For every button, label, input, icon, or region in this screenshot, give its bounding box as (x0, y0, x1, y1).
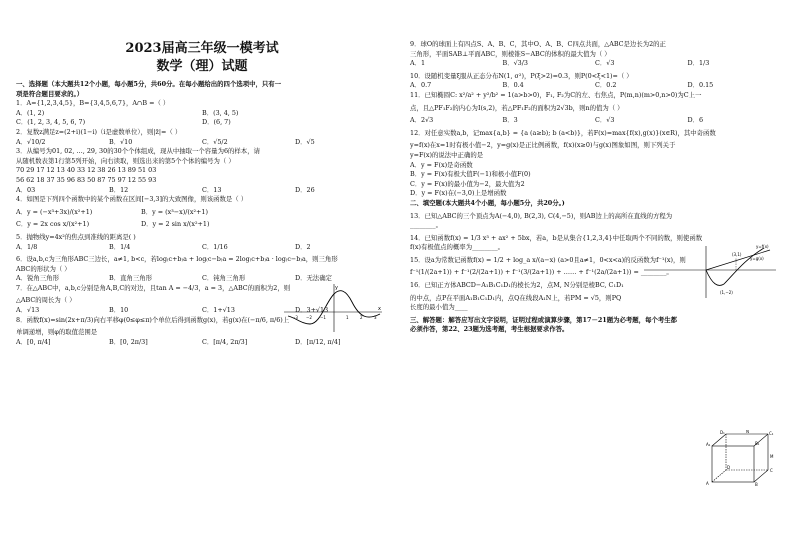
answer-option: D．3+√13 (295, 306, 329, 315)
point-label: (3,1) (732, 252, 742, 257)
answer-option: B．[0, 2π/3] (109, 337, 148, 346)
answer-option: D．0.15 (687, 81, 714, 90)
point-label: (1,−2) (720, 290, 733, 295)
answer-option: B．0.4 (502, 81, 524, 90)
answer-option: B．直角三角形 (109, 274, 153, 283)
question-line: 13．已知△ABC的三个顶点为A(−4,0), B(2,3), C(4,−5)，则AB边上的高所在直线的方程为 (410, 211, 673, 220)
answer-option: C．(1, 2, 3, 4, 5, 6, 7) (16, 118, 86, 127)
point-label: N (746, 430, 749, 434)
section-heading: 三、解答题：解答应写出文字说明，证明过程或演算步骤，第17－21题为必考题，每个考生都 (410, 315, 678, 324)
answer-option: D．(6, 7) (202, 118, 231, 127)
question-line: 16．已知正方体ABCD−A₁B₁C₁D₁的棱长为2，点M, N分别是棱BC, C₁D₁ (410, 281, 624, 290)
question-line: f⁻¹(1/(2a+1)) + f⁻¹(2/(2a+1)) + f⁻¹(3/(2a+1)) + …… + f⁻¹(2a/(2a+1)) = ________。 (410, 268, 673, 277)
answer-option: B．√3/3 (502, 59, 528, 68)
answer-option: C．√3 (595, 59, 615, 68)
question-line: 14．已知函数f(x) = 1/3 x³ + ax² + 5bx，若a，b是从集合{1,2,3,4}中任取两个不同的数，则使函数 (410, 233, 703, 242)
question-line: 2．复数z满足z=(2+i)(1−i)（i是虚数单位），则|z̄|=（ ） (16, 127, 182, 136)
question-line: 的中点，点P在平面A₁B₁C₁D₁内，点Q在线段A₁N上，若PM = √5，则PQ (410, 293, 622, 302)
question-line: 4．如图是下列四个函数中的某个函数在区间[−3,3]的大致图像，则该函数是（ ） (16, 195, 248, 204)
answer-option: B．1/4 (109, 242, 131, 251)
question-line: 3．从编号为01, 02, …, 29, 30的30个个体组成，现从中抽取一个容量为6的样本，请 (16, 147, 260, 156)
tick: 3 (374, 315, 377, 320)
answer-option: A．√10/2 (16, 137, 46, 146)
question-line: B．y = F(x)有极大值F(−1)和极小值F(0) (410, 170, 531, 179)
tick: −1 (320, 315, 326, 320)
question-line: 56 62 18 37 35 96 83 50 87 75 97 12 55 93 (16, 175, 157, 184)
answer-option: C．1/16 (202, 242, 228, 251)
section-heading: 一、选择题（本大题共12个小题，每小题5分，共60分。在每小题给出的四个选项中，只有一 (16, 80, 282, 88)
point-label: M (770, 454, 774, 459)
answer-option: D．1/3 (687, 59, 710, 68)
vertex-label: C (770, 468, 773, 473)
answer-option: D．y = 2 sin x/(x²+1) (141, 220, 210, 229)
tick: 2 (360, 315, 363, 320)
question-line: A．y = F(x)是奇函数 (410, 160, 473, 169)
question-line: 5．抛物线y=4x²的焦点到准线的距离是( ) (16, 232, 136, 241)
answer-option: A．[0, π/4] (16, 337, 51, 346)
q12-function-graph (640, 244, 780, 300)
answer-option: D．无法确定 (295, 274, 333, 283)
answer-options (410, 59, 780, 69)
section-heading: 必须作答，第22、23题为选考题，考生根据要求作答。 (410, 325, 569, 334)
answer-options (16, 208, 266, 218)
answer-option: B．3 (502, 116, 518, 125)
edge (754, 470, 768, 482)
section-heading: 项是符合题目要求的。） (16, 89, 84, 98)
question-line: 10．设随机变量ξ服从正态分布N(1, σ²)，P(ξ>2)=0.3，则P(0<ξ<1)=（ ） (410, 71, 633, 80)
x-label: x (378, 306, 381, 312)
question-line: 从随机数表第1行第5列开始，向右读取，则选出来的第5个个体的编号为（ ） (16, 156, 235, 165)
answer-options (16, 220, 266, 230)
question-line: 8．函数f(x)=sin(2x+π/3)向右平移φ(0≤φ≤π)个单位后得到函数g(x)，若g(x)在(−π/6, π/6)上 (16, 315, 290, 324)
vertex-label: A₁ (706, 442, 711, 447)
answer-option: A．y = (−x³+3x)/(x²+1) (16, 207, 93, 216)
answer-option: C．y = 2x cos x/(x²+1) (16, 220, 90, 229)
answer-option: C．1+√13 (202, 306, 235, 315)
q4-function-graph (282, 282, 384, 334)
question-line: y=F(x)的说法中正确的是 (410, 150, 484, 159)
exam-title: 2023届高三年级一模考试 (125, 41, 279, 56)
answer-options (16, 118, 388, 128)
answer-option: B．12 (109, 185, 129, 194)
answer-option: B．(3, 4, 5) (202, 108, 239, 117)
answer-options (410, 81, 780, 91)
answer-option: D．6 (687, 116, 704, 125)
answer-options (16, 138, 388, 148)
vertex-label: B₁ (755, 441, 760, 446)
question-line: 70 29 17 12 13 40 33 12 38 26 13 89 51 03 (16, 166, 157, 175)
vertex-label: D (727, 465, 731, 470)
question-line: 1．A={1,2,3,4,5}，B={3,4,5,6,7}，A∩B =（ ） (16, 99, 170, 108)
question-line: y=f(x)在x=1时有极小值−2，y=g(x)是正比例函数，f(x)(x≥0)与g(x)图象如图，则下列关于 (410, 141, 676, 150)
question-line: 9．球O的球面上有四点S、A、B、C，其中O、A、B、C四点共面，△ABC是边长为2的正 (410, 40, 666, 48)
question-line: f(x)有极值点的概率为________。 (410, 243, 505, 252)
answer-option: A．2√3 (410, 116, 434, 125)
q16-cube-figure (706, 430, 778, 486)
y-label: y (335, 285, 338, 291)
answer-option: B．√10 (109, 137, 133, 146)
tick: −2 (306, 315, 312, 320)
answer-option: D．26 (295, 185, 315, 194)
fx-label: y=f(x) (756, 244, 769, 249)
answer-option: B．10 (109, 306, 129, 315)
answer-option: B．y = (x³−x)/(x²+1) (141, 207, 208, 216)
answer-option: C．√3 (595, 116, 615, 125)
answer-option: C．0.2 (595, 81, 617, 90)
answer-options (16, 338, 388, 348)
vertex-label: A (706, 481, 709, 486)
question-line: 6．设a,b,c为三角形ABC三边长，a≠1, b<c，若log₍c+b₎a + log₍c−b₎a = 2log₍c+b₎a · log₍c−b₎a，则三角形 (16, 255, 338, 264)
answer-options (16, 243, 388, 253)
answer-options (16, 109, 388, 119)
exam-subtitle: 数学（理）试题 (156, 59, 248, 74)
answer-option: D．2 (295, 242, 311, 251)
answer-option: D．[π/12, π/4] (295, 337, 341, 346)
answer-option: C．√5/2 (202, 137, 228, 146)
section-heading: 二、填空题(本大题共4个小题，每小题5分，共20分。) (410, 198, 565, 207)
question-line: △ABC的周长为（ ） (16, 296, 76, 305)
gx-label: y=g(x) (750, 256, 764, 261)
question-line: 长度的最小值为____ (410, 303, 468, 312)
answer-option: A．03 (16, 185, 36, 194)
question-line: 11．已知椭圆C: x²/a² + y²/b² = 1(a>b>0)，F₁, F₂为C的左、右焦点，P(m,n)(m>0,n>0)为C上一 (410, 90, 702, 99)
answer-option: A．√13 (16, 306, 40, 315)
answer-option: C．钝角三角形 (202, 274, 246, 283)
answer-option: D．√5 (295, 137, 315, 146)
question-line: 单调递增，则φ的取值范围是 (16, 328, 98, 337)
answer-option: A．1 (410, 59, 426, 68)
question-line: D．y = F(x)在(−3,0)上是增函数 (410, 189, 507, 198)
answer-option: C．13 (202, 185, 222, 194)
question-line: 三角形，平面SAB⊥平面ABC，则棱锥S−ABC的体积的最大值为（ ） (410, 49, 611, 58)
answer-option: A．锐角三角形 (16, 274, 59, 283)
edge (712, 434, 726, 446)
question-line: 12．对任意实数a,b，记max{a,b} = {a (a≥b); b (a<b)}，若F(x)=max{f(x),g(x)}(x∈R)，其中奇函数 (410, 128, 716, 137)
tick: −3 (292, 315, 298, 320)
question-line: C．y = F(x)的最小值为−2，最大值为2 (410, 179, 525, 188)
question-line: 15．设a为常数记函数f(x) = 1/2 + log_a x/(a−x) (a>0且a≠1，0<x<a)的反函数为f⁻¹(x)，则 (410, 255, 686, 264)
answer-options (16, 186, 388, 196)
answer-option: C．[π/4, 2π/3] (202, 337, 248, 346)
tick: 1 (346, 315, 349, 320)
answer-option: A．(1, 2) (16, 108, 45, 117)
vertex-label: D₁ (720, 430, 725, 435)
hidden-edge (712, 470, 726, 482)
answer-options (410, 116, 780, 126)
question-line: 7．在△ABC中，a,b,c分别是角A,B,C的对边，且tan A = −4/3，a = 3，△ABC的面积为2，则 (16, 283, 291, 292)
answer-option: A．1/8 (16, 242, 38, 251)
question-line: ABC的形状为（ ） (16, 264, 71, 273)
vertex-label: C₁ (769, 431, 774, 436)
vertex-label: B (755, 482, 758, 486)
question-line: 点，且△PF₁F₂的内心为I(s,2)，若△PF₁F₂的面积为2√3b，则n的值为（ ） (410, 103, 624, 112)
answer-option: A．0.7 (410, 81, 432, 90)
question-line: ________。 (410, 221, 442, 230)
